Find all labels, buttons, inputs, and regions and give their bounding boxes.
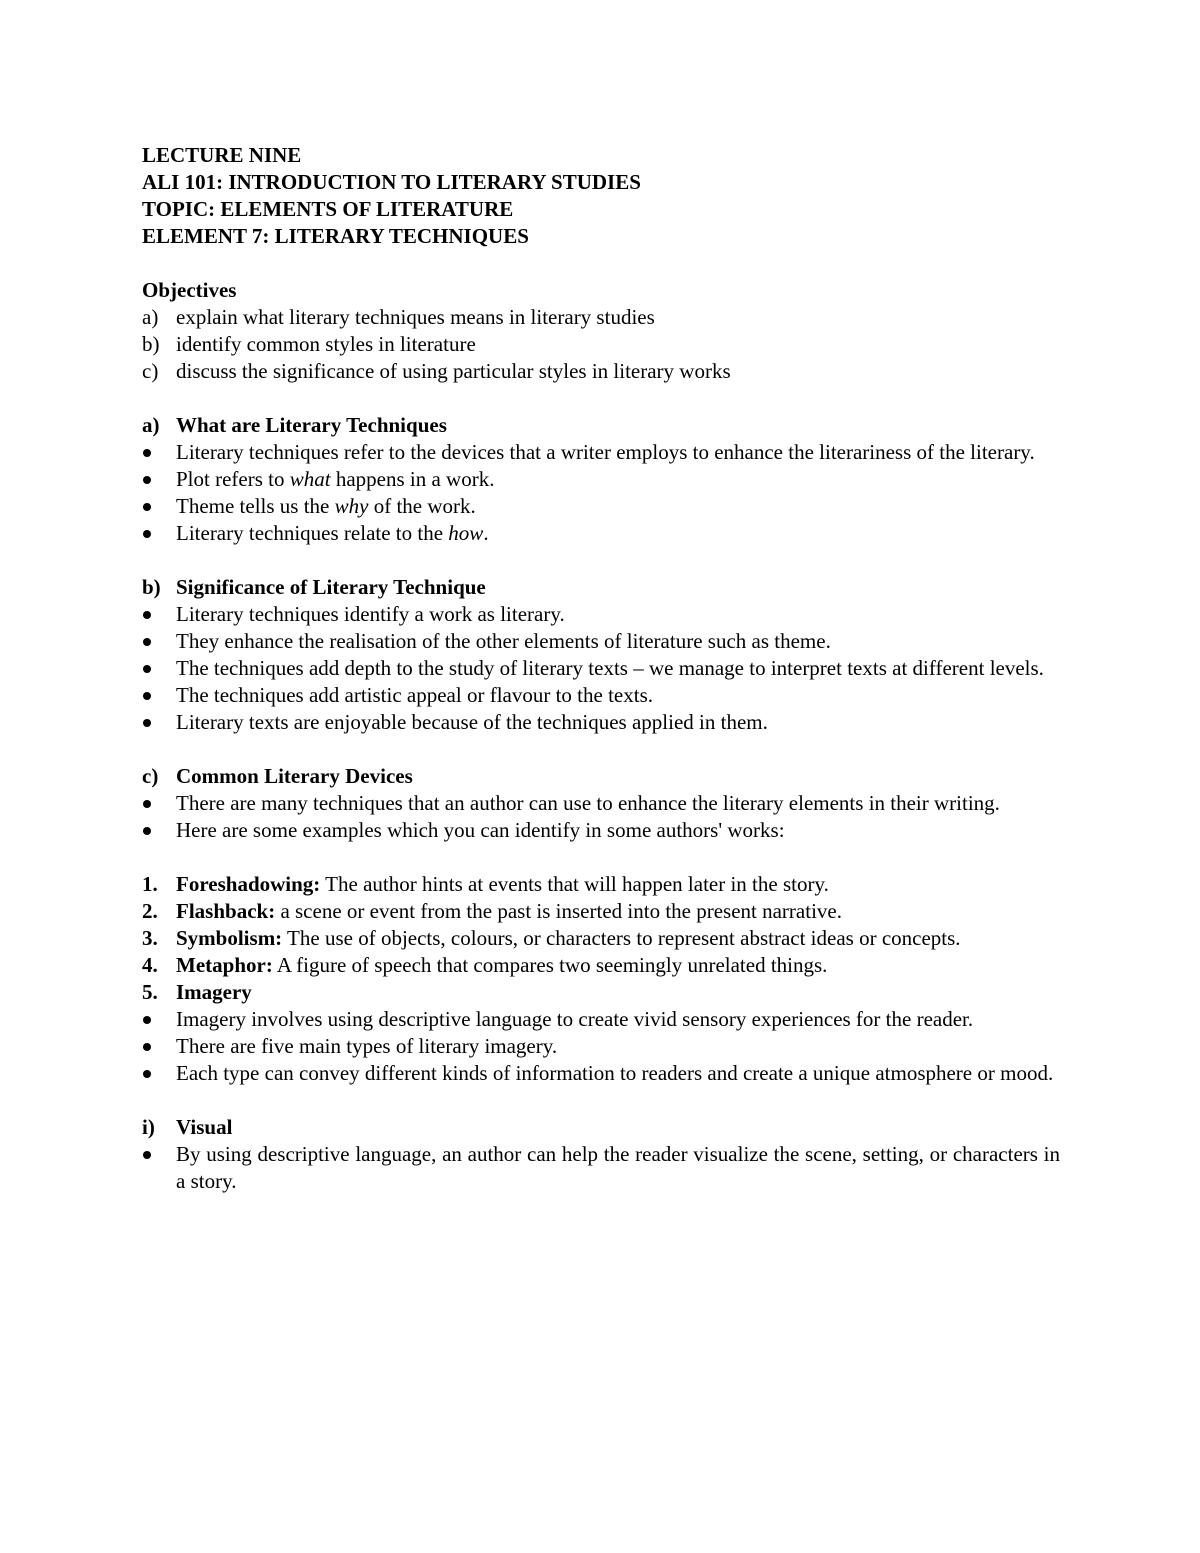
bullet-text <box>176 520 1060 547</box>
device-number: 1. <box>142 872 158 896</box>
device-description: A figure of speech that compares two seemingly unrelated things. <box>272 953 828 977</box>
bullet-icon <box>142 655 176 682</box>
device-item <box>142 898 1060 925</box>
section-title: Visual <box>176 1115 233 1139</box>
bullet-item <box>142 817 1060 844</box>
device-number: 4. <box>142 953 158 977</box>
visual-heading <box>142 1114 1060 1141</box>
emphasis-text: how <box>448 521 484 545</box>
device-description: The author hints at events that will happen later in the story. <box>320 872 829 896</box>
text-part: happens in a work. <box>330 467 495 491</box>
spacer <box>142 385 1060 412</box>
section-marker: i) <box>142 1115 155 1139</box>
bullet-text: They enhance the realisation of the other elements of literature such as theme. <box>176 629 831 653</box>
device-text <box>176 925 1060 952</box>
text-part: of the work. <box>368 494 476 518</box>
bullet-icon <box>142 439 176 466</box>
section-marker: b) <box>142 575 161 599</box>
device-text <box>176 979 1060 1006</box>
section-a-heading <box>142 412 1060 439</box>
device-item <box>142 952 1060 979</box>
bullet-icon <box>142 1033 176 1060</box>
text-part: Literary techniques relate to the <box>176 521 449 545</box>
device-term: Symbolism: <box>176 926 283 950</box>
device-description: The use of objects, colours, or characters to represent abstract ideas or concepts. <box>282 926 961 950</box>
bullet-icon <box>142 601 176 628</box>
bullet-item <box>142 1060 1060 1087</box>
bullet-text: By using descriptive language, an author can help the reader visualize the scene, setting, or characters in a story. <box>176 1142 1060 1193</box>
bullet-item <box>142 601 1060 628</box>
course-title: ALI 101: INTRODUCTION TO LITERARY STUDIES <box>142 170 641 194</box>
device-term: Imagery <box>176 980 252 1004</box>
emphasis-text: why <box>334 494 369 518</box>
objective-marker: c) <box>142 359 159 383</box>
text-part: Plot refers to <box>176 467 290 491</box>
lecture-number: LECTURE NINE <box>142 143 302 167</box>
bullet-text: The techniques add depth to the study of literary texts – we manage to interpret texts at different levels. <box>176 656 1044 680</box>
bullet-icon <box>142 628 176 655</box>
device-number: 3. <box>142 926 158 950</box>
bullet-item <box>142 709 1060 736</box>
element-title: ELEMENT 7: LITERARY TECHNIQUES <box>142 224 529 248</box>
bullet-text: The techniques add artistic appeal or flavour to the texts. <box>176 683 654 707</box>
bullet-text: There are many techniques that an author can use to enhance the literary elements in their writing. <box>176 791 1000 815</box>
device-text <box>176 952 1060 979</box>
device-text <box>176 871 1060 898</box>
section-title: What are Literary Techniques <box>176 413 447 437</box>
bullet-icon <box>142 1060 176 1087</box>
bullet-item <box>142 628 1060 655</box>
device-term: Metaphor: <box>176 953 273 977</box>
spacer <box>142 547 1060 574</box>
bullet-item <box>142 1033 1060 1060</box>
objective-item <box>142 358 1060 385</box>
objective-text: identify common styles in literature <box>176 332 476 356</box>
objective-item <box>142 304 1060 331</box>
bullet-icon <box>142 1141 176 1168</box>
topic-title: TOPIC: ELEMENTS OF LITERATURE <box>142 197 514 221</box>
objectives-heading: Objectives <box>142 278 237 302</box>
emphasis-text: what <box>289 467 331 491</box>
bullet-icon <box>142 817 176 844</box>
bullet-item <box>142 1141 1060 1195</box>
bullet-item <box>142 1006 1060 1033</box>
bullet-icon <box>142 493 176 520</box>
bullet-icon <box>142 466 176 493</box>
bullet-item <box>142 520 1060 547</box>
bullet-text <box>176 466 1060 493</box>
bullet-item <box>142 682 1060 709</box>
bullet-item <box>142 466 1060 493</box>
device-term: Flashback: <box>176 899 276 923</box>
spacer <box>142 1087 1060 1114</box>
objective-text: discuss the significance of using particular styles in literary works <box>176 359 731 383</box>
spacer <box>142 844 1060 871</box>
bullet-text: Literary texts are enjoyable because of the techniques applied in them. <box>176 710 768 734</box>
device-text <box>176 898 1060 925</box>
text-part: Theme tells us the <box>176 494 335 518</box>
bullet-icon <box>142 520 176 547</box>
section-title: Common Literary Devices <box>176 764 413 788</box>
bullet-item <box>142 439 1060 466</box>
section-title: Significance of Literary Technique <box>176 575 486 599</box>
bullet-text: There are five main types of literary imagery. <box>176 1034 558 1058</box>
objective-text: explain what literary techniques means in literary studies <box>176 305 655 329</box>
bullet-text <box>176 493 1060 520</box>
text-part: . <box>483 521 489 545</box>
device-description: a scene or event from the past is inserted into the present narrative. <box>275 899 842 923</box>
objective-marker: a) <box>142 305 159 329</box>
device-number: 5. <box>142 980 158 1004</box>
objective-marker: b) <box>142 332 160 356</box>
bullet-item <box>142 655 1060 682</box>
device-item <box>142 979 1060 1006</box>
bullet-text: Here are some examples which you can identify in some authors' works: <box>176 818 785 842</box>
bullet-icon <box>142 682 176 709</box>
bullet-text: Literary techniques refer to the devices that a writer employs to enhance the literariness of the literary. <box>176 440 1035 464</box>
section-c-heading <box>142 763 1060 790</box>
spacer <box>142 250 1060 277</box>
bullet-text: Each type can convey different kinds of information to readers and create a unique atmosphere or mood. <box>176 1061 1054 1085</box>
bullet-text: Literary techniques identify a work as literary. <box>176 602 565 626</box>
device-item <box>142 925 1060 952</box>
device-item <box>142 871 1060 898</box>
objective-item <box>142 331 1060 358</box>
bullet-icon <box>142 790 176 817</box>
spacer <box>142 736 1060 763</box>
section-marker: a) <box>142 413 160 437</box>
device-term: Foreshadowing: <box>176 872 321 896</box>
section-marker: c) <box>142 764 159 788</box>
bullet-icon <box>142 1006 176 1033</box>
document-page <box>142 142 1060 1195</box>
bullet-item <box>142 493 1060 520</box>
bullet-icon <box>142 709 176 736</box>
bullet-text: Imagery involves using descriptive language to create vivid sensory experiences for the reader. <box>176 1007 974 1031</box>
device-number: 2. <box>142 899 158 923</box>
section-b-heading <box>142 574 1060 601</box>
bullet-item <box>142 790 1060 817</box>
